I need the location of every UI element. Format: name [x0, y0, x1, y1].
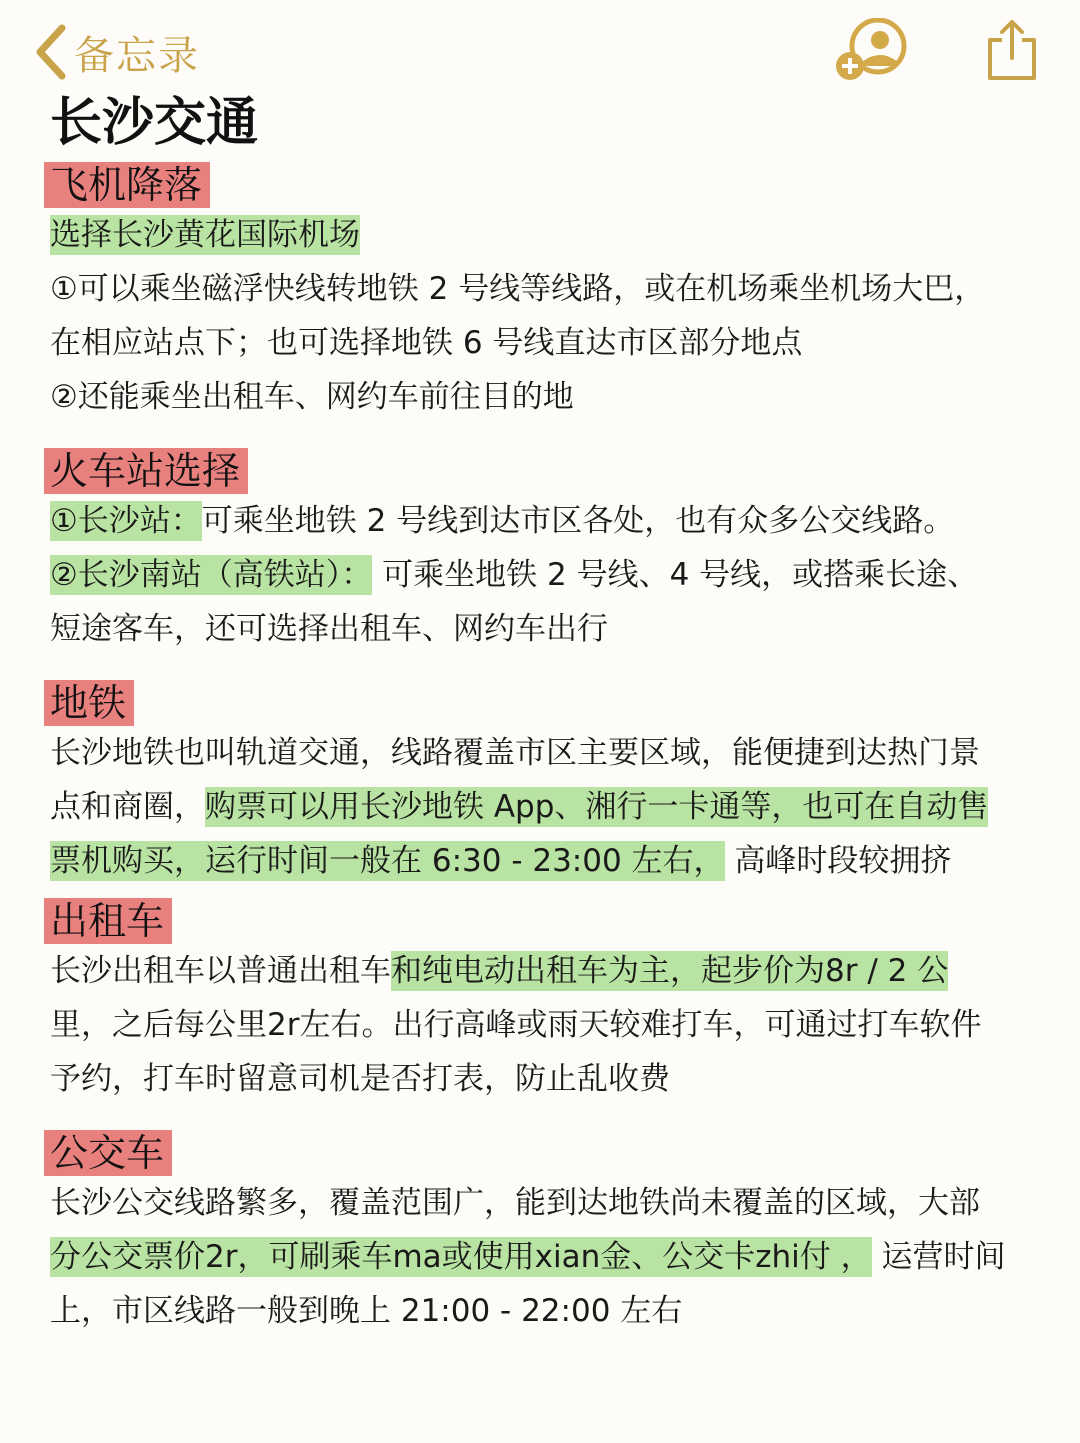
taxi-line-1 — [50, 944, 1050, 998]
add-person-icon — [834, 18, 910, 84]
metro-line-3 — [50, 834, 1050, 888]
taxi-line-2: 里，之后每公里2r左右。出行高峰或雨天较难打车，可通过打车软件 — [50, 1007, 982, 1043]
metro-line-2-highlight: 购票可以用长沙地铁 App、湘行一卡通等，也可在自动售 — [205, 789, 989, 825]
section-heading-taxi: 出租车 — [44, 898, 172, 944]
train-station-b-text: 可乘坐地铁 2 号线、4 号线，或搭乘长途、 — [372, 557, 979, 593]
chevron-left-icon — [34, 24, 68, 80]
section-airplane — [50, 158, 1050, 424]
back-label: 备忘录 — [74, 32, 200, 79]
airport-route-1: ①可以乘坐磁浮快线转地铁 2 号线等线路，或在机场乘坐机场大巴， — [50, 271, 986, 307]
section-heading-airplane: 飞机降落 — [44, 162, 210, 208]
train-station-b — [50, 548, 1050, 602]
metro-line-2 — [50, 780, 1050, 834]
section-train — [50, 448, 1050, 656]
bus-line-2 — [50, 1230, 1050, 1284]
train-station-b-label: ②长沙南站（高铁站）： — [50, 557, 373, 593]
bus-line-1: 长沙公交线路繁多，覆盖范围广，能到达地铁尚未覆盖的区域，大部 — [50, 1185, 980, 1221]
share-icon — [982, 16, 1042, 84]
train-station-a-label: ①长沙站： — [50, 503, 202, 539]
train-station-a — [50, 494, 1050, 548]
airport-route-2: 在相应站点下；也可选择地铁 6 号线直达市区部分地点 — [50, 325, 803, 361]
section-taxi — [50, 898, 1050, 1106]
taxi-line-1-plain: 长沙出租车以普通出租车 — [50, 953, 391, 989]
section-heading-bus: 公交车 — [44, 1130, 172, 1176]
airport-route-3: ②还能乘坐出租车、网约车前往目的地 — [50, 379, 574, 415]
section-metro — [50, 680, 1050, 888]
train-station-b-line2: 短途客车，还可选择出租车、网约车出行 — [50, 611, 608, 647]
bus-line-2-highlight: 分公交票价2r，可刷乘车ma或使用xian金、公交卡zhi付 ， — [50, 1239, 872, 1275]
airport-highlight: 选择长沙黄花国际机场 — [50, 217, 360, 253]
metro-line-3-plain: 高峰时段较拥挤 — [724, 843, 952, 879]
section-heading-train: 火车站选择 — [44, 448, 248, 494]
note-body[interactable] — [50, 88, 1050, 1338]
bus-line-2-plain: 运营时间 — [871, 1239, 1006, 1275]
taxi-line-1-highlight: 和纯电动出租车为主，起步价为8r / 2 公 — [391, 953, 949, 989]
train-station-a-text: 可乘坐地铁 2 号线到达市区各处，也有众多公交线路。 — [201, 503, 955, 539]
bus-line-3: 上，市区线路一般到晚上 21:00 - 22:00 左右 — [50, 1293, 683, 1329]
back-button[interactable] — [34, 22, 200, 82]
collaborate-button[interactable] — [834, 18, 910, 84]
section-heading-metro: 地铁 — [44, 680, 134, 726]
section-bus — [50, 1130, 1050, 1338]
airport-line — [50, 208, 1050, 262]
metro-line-2-plain: 点和商圈， — [50, 789, 205, 825]
metro-line-1: 长沙地铁也叫轨道交通，线路覆盖市区主要区域，能便捷到达热门景 — [50, 735, 980, 771]
metro-line-3-highlight: 票机购买，运行时间一般在 6:30 - 23:00 左右， — [50, 843, 725, 879]
navigation-bar — [0, 0, 1080, 100]
share-button[interactable] — [982, 16, 1042, 84]
taxi-line-3: 予约，打车时留意司机是否打表，防止乱收费 — [50, 1061, 670, 1097]
note-title: 长沙交通 — [50, 93, 259, 153]
